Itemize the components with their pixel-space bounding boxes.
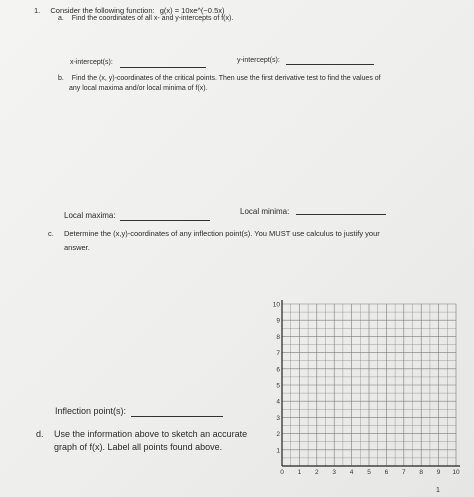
x-tick-label: 8 xyxy=(419,469,424,476)
y-intercepts-label: y-intercept(s): xyxy=(237,57,280,64)
x-intercepts-label: x-intercept(s): xyxy=(70,59,113,66)
inflection-points-label: Inflection point(s): xyxy=(55,406,127,416)
y-axis-tick-labels xyxy=(273,302,281,455)
y-tick-label: 3 xyxy=(276,414,280,422)
part-d-prompt-line-1 xyxy=(36,429,247,439)
part-d-prompt-line-2: graph of f(x). Label all points found above. xyxy=(54,442,223,452)
x-tick-label: 5 xyxy=(367,469,371,476)
part-d-text-1: Use the information above to sketch an accurate xyxy=(54,429,248,439)
part-a-letter: a. xyxy=(58,15,64,22)
part-a-text: Find the coordinates of all x- and y-intercepts of f(x). xyxy=(71,15,234,22)
x-tick-label: 7 xyxy=(401,469,406,476)
x-tick-label: 3 xyxy=(332,469,337,476)
y-intercepts-answer-line[interactable] xyxy=(286,64,374,65)
x-intercepts-answer-line[interactable] xyxy=(120,67,206,68)
x-tick-label: 2 xyxy=(314,469,319,476)
part-c-letter: c. xyxy=(48,229,54,238)
local-minima-label: Local minima: xyxy=(240,207,290,216)
part-c-prompt-line-2: answer. xyxy=(64,243,90,252)
part-d-letter: d. xyxy=(36,429,44,439)
local-maxima-label: Local maxima: xyxy=(64,211,116,220)
y-tick-label: 2 xyxy=(276,431,280,439)
local-minima-answer-line[interactable] xyxy=(296,214,386,215)
part-b-text-1: Find the (x, y)-coordinates of the critical points. Then use the first derivative test to find the values of xyxy=(71,75,381,82)
x-tick-label: 1 xyxy=(297,469,302,476)
y-tick-label: 9 xyxy=(276,317,280,325)
part-c-prompt-line-1 xyxy=(48,229,380,238)
question-intro: Consider the following function: xyxy=(50,6,155,15)
graph-paper-grid[interactable] xyxy=(264,294,464,478)
inflection-points-answer-line[interactable] xyxy=(131,416,223,417)
page-number: 1 xyxy=(436,487,440,494)
part-b-prompt-line-1 xyxy=(58,75,381,82)
y-tick-label: 10 xyxy=(272,301,280,309)
function-expression: g(x) = 10xe^(−0.5x) xyxy=(159,6,225,15)
part-a-prompt xyxy=(58,15,233,22)
part-b-letter: b. xyxy=(58,75,64,82)
x-tick-label: 9 xyxy=(436,469,441,476)
y-tick-label: 1 xyxy=(276,447,280,455)
x-tick-label: 6 xyxy=(384,469,389,476)
x-axis-tick-labels xyxy=(280,469,460,476)
y-tick-label: 7 xyxy=(276,350,280,358)
question-1-heading xyxy=(34,6,225,15)
y-tick-label: 6 xyxy=(276,366,280,374)
y-tick-label: 4 xyxy=(276,398,280,406)
local-maxima-answer-line[interactable] xyxy=(120,220,210,221)
question-number: 1. xyxy=(34,6,41,15)
y-tick-label: 8 xyxy=(276,333,280,341)
part-b-prompt-line-2: any local maxima and/or local minima of f(x). xyxy=(69,85,208,92)
y-tick-label: 5 xyxy=(276,382,280,390)
x-tick-label: 0 xyxy=(280,469,284,476)
x-tick-label: 10 xyxy=(452,469,460,476)
graph-axes xyxy=(282,300,460,466)
x-tick-label: 4 xyxy=(349,469,354,476)
part-c-text-1: Determine the (x,y)-coordinates of any inflection point(s). You MUST use calculus to justify your xyxy=(63,229,380,238)
